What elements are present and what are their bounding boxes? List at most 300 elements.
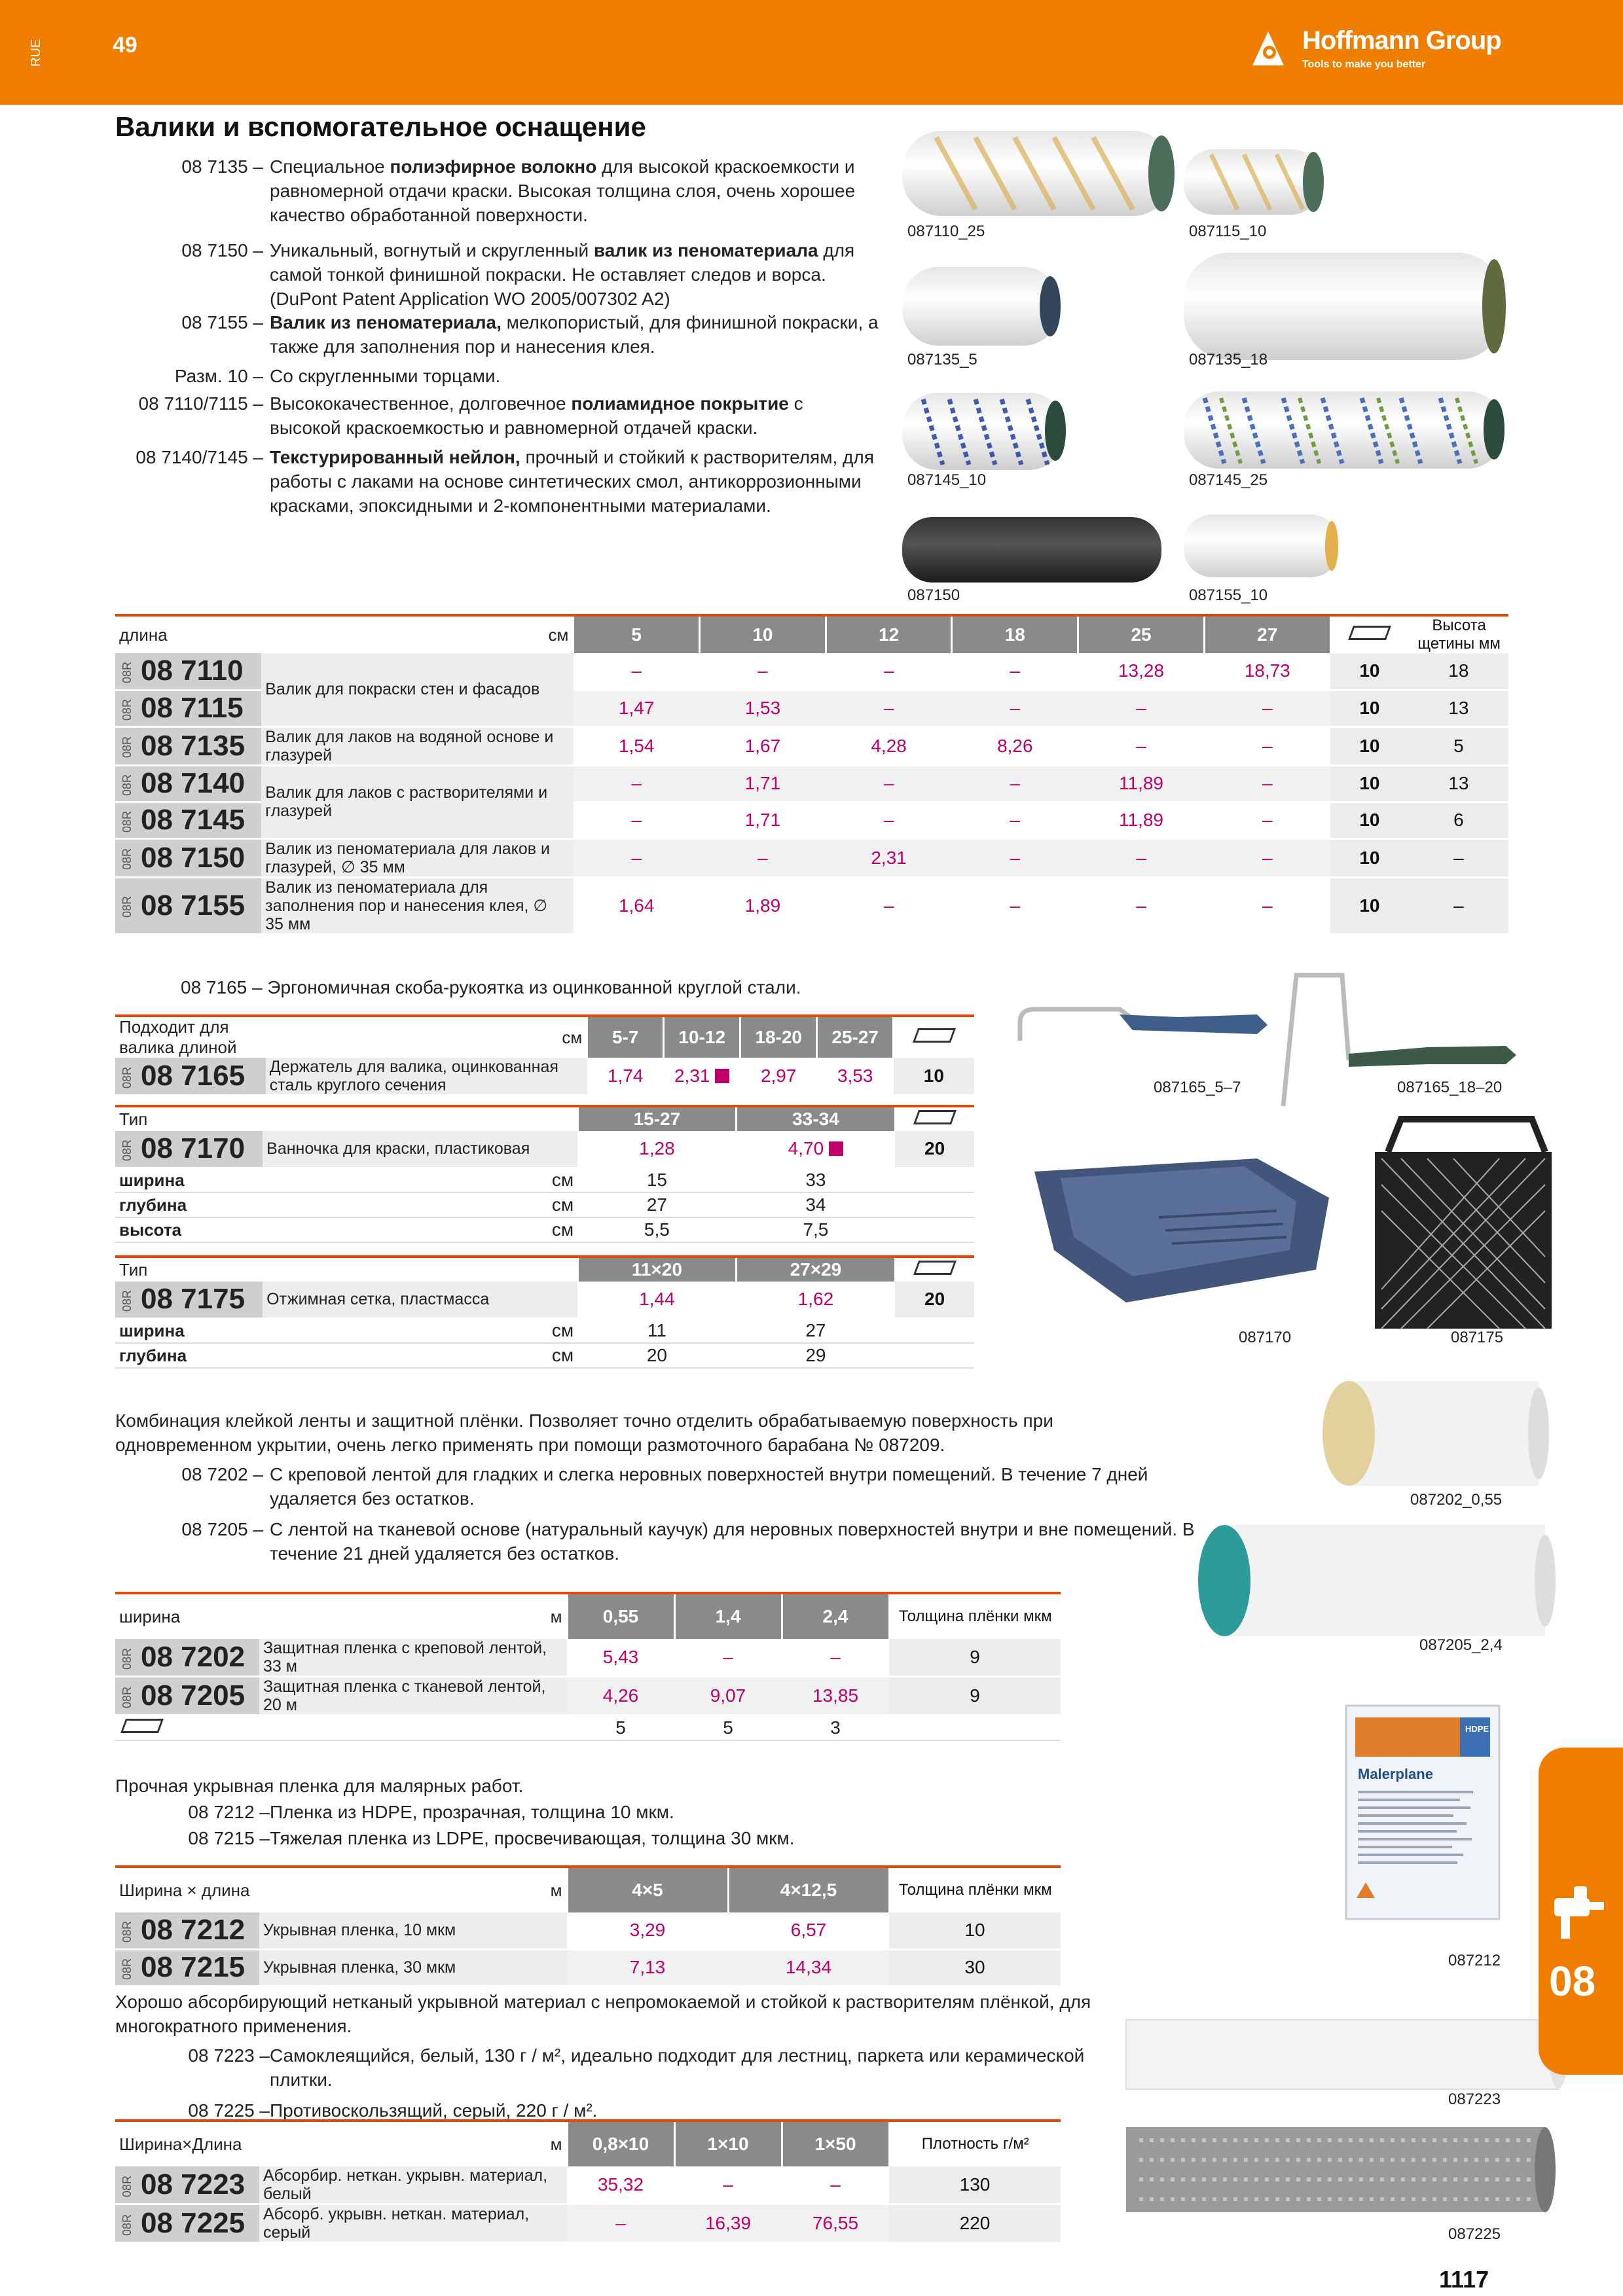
spec-label: глубина bbox=[115, 1193, 263, 1217]
col-header: длина bbox=[115, 615, 261, 653]
accessory-images bbox=[1008, 962, 1584, 1329]
bristle-height: – bbox=[1409, 838, 1508, 877]
item-text: Противоскользящий, серый, 220 г / м². bbox=[270, 2100, 598, 2121]
roller-table bbox=[115, 614, 1508, 935]
roller-087145-25 bbox=[1184, 391, 1504, 469]
price: – bbox=[782, 2166, 889, 2204]
caption: 087145_10 bbox=[907, 471, 987, 489]
col-thickness: Толщина плёнки мкм bbox=[889, 1593, 1061, 1639]
pack-qty: 20 bbox=[895, 1131, 974, 1168]
price: – bbox=[1204, 765, 1330, 802]
price: 2,31 bbox=[826, 838, 952, 877]
price: – bbox=[574, 653, 700, 690]
pack-icon bbox=[894, 1016, 974, 1058]
spec-value: 7,5 bbox=[737, 1217, 896, 1242]
pack-icon bbox=[895, 1257, 974, 1282]
col-width: 0,55 bbox=[567, 1593, 674, 1639]
spec-value: 11 bbox=[577, 1318, 737, 1343]
price: – bbox=[700, 838, 826, 877]
cover-film-list bbox=[0, 1800, 917, 1852]
intro-key: Разм. 10 – bbox=[174, 366, 263, 386]
spec-row bbox=[115, 1168, 974, 1193]
col-size: 27 bbox=[1204, 615, 1330, 653]
spec-blank bbox=[895, 1318, 974, 1343]
intro-list bbox=[0, 154, 890, 547]
price: 1,71 bbox=[700, 802, 826, 838]
absorbent-table bbox=[115, 2119, 1061, 2244]
article-desc: Укрывная пленка, 10 мкм bbox=[259, 1912, 567, 1949]
density: 130 bbox=[889, 2166, 1061, 2204]
price: 18,73 bbox=[1204, 653, 1330, 690]
col-size: 12 bbox=[826, 615, 952, 653]
spec-value: 20 bbox=[577, 1343, 737, 1368]
paint-tray bbox=[1034, 1158, 1329, 1302]
price: – bbox=[952, 877, 1078, 934]
price: – bbox=[952, 765, 1078, 802]
bristle-height: 6 bbox=[1409, 802, 1508, 838]
item-key: 08 7223 – bbox=[188, 2045, 270, 2066]
price: 8,26 bbox=[952, 726, 1078, 765]
col-size: 25 bbox=[1078, 615, 1205, 653]
price: 1,64 bbox=[574, 877, 700, 934]
price: 11,89 bbox=[1078, 765, 1205, 802]
spec-value: 29 bbox=[737, 1343, 896, 1368]
table-row bbox=[115, 2166, 1061, 2204]
hoffmann-logo-icon bbox=[1250, 29, 1293, 68]
bristle-height: 18 bbox=[1409, 653, 1508, 690]
grid-table bbox=[115, 1255, 974, 1369]
pack-qty: 5 bbox=[567, 1715, 674, 1740]
col-unit: м bbox=[259, 1593, 567, 1639]
col-size: 18-20 bbox=[740, 1016, 817, 1058]
col-thickness: Толщина плёнки мкм bbox=[889, 1867, 1061, 1912]
thickness: 30 bbox=[889, 1949, 1061, 1986]
article-code[interactable]: 08R 08 7212 bbox=[115, 1912, 259, 1949]
price: – bbox=[674, 2166, 782, 2204]
col-type: 11×20 bbox=[577, 1257, 737, 1282]
col-size: 5-7 bbox=[587, 1016, 664, 1058]
price: – bbox=[1078, 690, 1205, 726]
spec-value: 27 bbox=[577, 1193, 737, 1217]
price: 11,89 bbox=[1078, 802, 1205, 838]
spec-row bbox=[115, 1217, 974, 1242]
item-text: Самоклеящийся, белый, 130 г / м², идеально подходит для лестниц, паркета или керамической плитки. bbox=[270, 2045, 1085, 2090]
film-roll-087205 bbox=[1198, 1525, 1556, 1636]
caption: 087175 bbox=[1451, 1329, 1504, 1346]
article-code[interactable]: 08R 08 7110 bbox=[115, 653, 261, 690]
masking-intro: Комбинация клейкой ленты и защитной плёнки. Позволяет точно отделить обрабатываемую поверхность при одновременном укрытии, очень легко применять при помощи размоточного барабана № 087209. bbox=[115, 1410, 1053, 1455]
col-width: 1,4 bbox=[674, 1593, 782, 1639]
pack-qty: 10 bbox=[894, 1058, 974, 1096]
caption: 087115_10 bbox=[1189, 223, 1267, 240]
absorbent-roll-images bbox=[1113, 2016, 1571, 2219]
spec-value: 33 bbox=[737, 1168, 896, 1193]
price: 4,70 bbox=[737, 1131, 896, 1168]
intro-key: 08 7150 – bbox=[181, 240, 263, 260]
price: – bbox=[952, 690, 1078, 726]
article-code[interactable]: 08R 08 7145 bbox=[115, 802, 261, 838]
density: 220 bbox=[889, 2204, 1061, 2243]
price: – bbox=[782, 1639, 889, 1677]
spec-unit: см bbox=[263, 1343, 577, 1368]
language-code: RUE bbox=[29, 39, 43, 67]
price: – bbox=[567, 2204, 674, 2243]
col-size: 4×12,5 bbox=[728, 1867, 889, 1912]
price: – bbox=[700, 653, 826, 690]
holder-table bbox=[115, 1014, 974, 1096]
page-number-right: 1117 bbox=[1439, 2266, 1489, 2293]
price: 2,31 bbox=[664, 1058, 740, 1096]
price: 35,32 bbox=[567, 2166, 674, 2204]
spec-unit: см bbox=[263, 1193, 577, 1217]
price: 1,62 bbox=[737, 1282, 896, 1318]
table-row bbox=[115, 1131, 974, 1168]
price: – bbox=[826, 690, 952, 726]
item-text: С креповой лентой для гладких и слегка неровных поверхностей внутри помещений. В течение 7 дней удаляется без остатков. bbox=[270, 1464, 1148, 1509]
caption: 087223 bbox=[1448, 2090, 1501, 2108]
roller-087135-5 bbox=[902, 267, 1061, 346]
price: 1,89 bbox=[700, 877, 826, 934]
brand-logo bbox=[1250, 26, 1564, 79]
article-code[interactable]: 08R 08 7215 bbox=[115, 1949, 259, 1986]
price: 3,29 bbox=[567, 1912, 728, 1949]
price: 1,28 bbox=[577, 1131, 737, 1168]
price: – bbox=[574, 765, 700, 802]
price: 16,39 bbox=[674, 2204, 782, 2243]
price: – bbox=[1204, 802, 1330, 838]
page-title: Валики и вспомогательное оснащение bbox=[115, 111, 646, 142]
caption: 087202_0,55 bbox=[1410, 1491, 1503, 1509]
article-desc: Валик для покраски стен и фасадов bbox=[261, 653, 574, 726]
thickness: 9 bbox=[889, 1677, 1061, 1715]
spec-value: 5,5 bbox=[577, 1217, 737, 1242]
col-header: Подходит для валика длиной bbox=[115, 1016, 266, 1058]
caption: 087205_2,4 bbox=[1419, 1636, 1503, 1654]
spec-blank bbox=[895, 1217, 974, 1242]
col-unit: м bbox=[259, 1867, 567, 1912]
pack-qty: 10 bbox=[1330, 726, 1409, 765]
brand-tagline: Tools to make you better bbox=[1302, 59, 1426, 70]
item-text: Пленка из HDPE, прозрачная, толщина 10 мкм. bbox=[270, 1802, 674, 1822]
price: – bbox=[1204, 838, 1330, 877]
intro-text: Уникальный, вогнутый и скругленный валик из пеноматериала для самой тонкой финишной покраски. Не оставляет следов и ворса. (DuPont Patent Application WO 2005/007302 A2) bbox=[270, 240, 855, 309]
roller-087150 bbox=[902, 517, 1161, 583]
item-key: 08 7202 – bbox=[181, 1464, 263, 1484]
col-type: 33-34 bbox=[737, 1106, 896, 1131]
col-header: ширина bbox=[115, 1593, 259, 1639]
caption: 087135_5 bbox=[907, 351, 977, 368]
spec-blank bbox=[259, 1715, 567, 1740]
price: – bbox=[674, 1639, 782, 1677]
roller-holder-small bbox=[1020, 1009, 1267, 1041]
pack-qty: 10 bbox=[1330, 877, 1409, 934]
spec-row bbox=[115, 1343, 974, 1368]
col-size: 10-12 bbox=[664, 1016, 740, 1058]
item-key: 08 7225 – bbox=[188, 2100, 270, 2121]
price: 7,13 bbox=[567, 1949, 728, 1986]
price: 6,57 bbox=[728, 1912, 889, 1949]
col-unit: см bbox=[266, 1016, 587, 1058]
pack-qty: 10 bbox=[1330, 838, 1409, 877]
spec-unit: см bbox=[263, 1318, 577, 1343]
spec-label: ширина bbox=[115, 1318, 263, 1343]
col-size: 4×5 bbox=[567, 1867, 728, 1912]
price: – bbox=[574, 802, 700, 838]
price: – bbox=[826, 653, 952, 690]
table-row bbox=[115, 765, 1508, 802]
spec-blank bbox=[889, 1715, 1061, 1740]
price: – bbox=[1204, 877, 1330, 934]
col-size: 1×10 bbox=[674, 2121, 782, 2166]
price: 1,74 bbox=[587, 1058, 664, 1096]
col-header: Тип bbox=[115, 1257, 263, 1282]
package-title: Malerplane bbox=[1358, 1766, 1433, 1782]
article-desc: Абсорб. укрывн. неткан. материал, серый bbox=[259, 2204, 567, 2243]
article-desc: Защитная пленка с креповой лентой, 33 м bbox=[259, 1639, 567, 1677]
spec-unit: см bbox=[263, 1168, 577, 1193]
col-type: 27×29 bbox=[737, 1257, 896, 1282]
article-desc: Валик для лаков на водяной основе и глазурей bbox=[261, 726, 574, 765]
bristle-height: 5 bbox=[1409, 726, 1508, 765]
spec-blank bbox=[895, 1343, 974, 1368]
item-key: 08 7212 – bbox=[188, 1802, 270, 1822]
article-code[interactable]: 08R 08 7165 bbox=[115, 1058, 266, 1096]
price: – bbox=[826, 877, 952, 934]
cover-film-intro: Прочная укрывная пленка для малярных работ. bbox=[115, 1776, 524, 1796]
price: 14,34 bbox=[728, 1949, 889, 1986]
item-key: 08 7215 – bbox=[188, 1828, 270, 1848]
intro-text: Специальное полиэфирное волокно для высокой краскоемкости и равномерной отдачи краски. Высокая толщина слоя, очень хорошее качество обработанной поверхности. bbox=[270, 156, 856, 225]
price: – bbox=[1078, 838, 1205, 877]
article-desc: Абсорбир. неткан. укрывн. материал, белый bbox=[259, 2166, 567, 2204]
roller-087145-10 bbox=[902, 393, 1066, 470]
intro-text: Валик из пеноматериала, мелкопористый, для финишной покраски, а также для заполнения пор и нанесения клея. bbox=[270, 312, 879, 357]
article-code[interactable]: 08R 08 7140 bbox=[115, 765, 261, 802]
col-header: Ширина × длина bbox=[115, 1867, 259, 1912]
cover-film-package bbox=[1342, 1702, 1506, 1924]
caption: 087155_10 bbox=[1189, 586, 1268, 604]
pack-row bbox=[115, 1715, 1061, 1740]
pack-icon bbox=[1330, 615, 1409, 653]
caption: 087165_5–7 bbox=[1154, 1079, 1241, 1096]
roller-087115-10 bbox=[1184, 149, 1324, 215]
caption: 087165_18–20 bbox=[1397, 1079, 1503, 1096]
pack-qty: 10 bbox=[1330, 653, 1409, 690]
thickness: 9 bbox=[889, 1639, 1061, 1677]
article-desc: Укрывная пленка, 30 мкм bbox=[259, 1949, 567, 1986]
article-code[interactable]: 08R 08 7135 bbox=[115, 726, 261, 765]
brand-name: Hoffmann Group bbox=[1302, 26, 1501, 55]
table-row bbox=[115, 653, 1508, 690]
absorbent-roll-087225 bbox=[1126, 2127, 1556, 2212]
intro-text: Высококачественное, долговечное полиамидное покрытие с высокой краскоемкостью и равномерной отдачей краски. bbox=[270, 393, 803, 438]
pack-icon bbox=[895, 1106, 974, 1131]
col-header: Тип bbox=[115, 1106, 263, 1131]
spec-row bbox=[115, 1318, 974, 1343]
bristle-height: 13 bbox=[1409, 765, 1508, 802]
pack-icon bbox=[115, 1715, 259, 1740]
price: 2,97 bbox=[740, 1058, 817, 1096]
price: 76,55 bbox=[782, 2204, 889, 2243]
article-code[interactable]: 08R 08 7150 bbox=[115, 838, 261, 877]
caption: 087225 bbox=[1448, 2225, 1501, 2243]
film-roll-087202 bbox=[1322, 1381, 1549, 1486]
price: – bbox=[826, 802, 952, 838]
col-size: 0,8×10 bbox=[567, 2121, 674, 2166]
caption: 087150 bbox=[907, 586, 960, 604]
spec-value: 15 bbox=[577, 1168, 737, 1193]
pack-qty: 10 bbox=[1330, 765, 1409, 802]
price: – bbox=[952, 802, 1078, 838]
spec-row bbox=[115, 1193, 974, 1217]
spec-value: 27 bbox=[737, 1318, 896, 1343]
article-desc: Валик для лаков с растворителями и глазурей bbox=[261, 765, 574, 838]
pack-qty: 20 bbox=[895, 1282, 974, 1318]
col-size: 5 bbox=[574, 615, 700, 653]
price: 13,28 bbox=[1078, 653, 1205, 690]
pack-qty: 3 bbox=[782, 1715, 889, 1740]
col-size: 25-27 bbox=[817, 1016, 894, 1058]
price: 1,53 bbox=[700, 690, 826, 726]
price: 5,43 bbox=[567, 1639, 674, 1677]
intro-key: 08 7140/7145 – bbox=[136, 447, 263, 467]
caption: 087135_18 bbox=[1189, 351, 1268, 368]
package-brand: HDPE bbox=[1465, 1724, 1489, 1734]
price: 1,54 bbox=[574, 726, 700, 765]
col-type: 15-27 bbox=[577, 1106, 737, 1131]
table-row bbox=[115, 2204, 1061, 2243]
table-row bbox=[115, 838, 1508, 877]
price: 1,71 bbox=[700, 765, 826, 802]
text-7165: 08 7165 – Эргономичная скоба-рукоятка из оцинкованной круглой стали. bbox=[181, 977, 801, 997]
article-code[interactable]: 08R 08 7155 bbox=[115, 877, 261, 934]
pack-qty: 5 bbox=[674, 1715, 782, 1740]
spec-unit: см bbox=[263, 1217, 577, 1242]
col-bristle-height: Высота щетины мм bbox=[1409, 615, 1508, 653]
col-density: Плотность г/м² bbox=[889, 2121, 1061, 2166]
table-row bbox=[115, 1949, 1061, 1986]
price: 3,53 bbox=[817, 1058, 894, 1096]
absorbent-roll-087223 bbox=[1126, 2020, 1567, 2089]
intro-key: 08 7155 – bbox=[181, 312, 263, 332]
price: 13,85 bbox=[782, 1677, 889, 1715]
price: – bbox=[826, 765, 952, 802]
col-header: Ширина×Длина bbox=[115, 2121, 259, 2166]
col-spacer bbox=[263, 1106, 577, 1131]
price: – bbox=[1078, 726, 1205, 765]
price: – bbox=[1204, 726, 1330, 765]
caption: 087170 bbox=[1239, 1329, 1292, 1346]
article-code[interactable]: 08R 08 7170 bbox=[115, 1131, 263, 1168]
bristle-height: 13 bbox=[1409, 690, 1508, 726]
item-key: 08 7205 – bbox=[181, 1519, 263, 1539]
price: – bbox=[574, 838, 700, 877]
col-unit: см bbox=[261, 615, 574, 653]
pack-qty: 10 bbox=[1330, 802, 1409, 838]
col-size: 1×50 bbox=[782, 2121, 889, 2166]
tray-table bbox=[115, 1105, 974, 1243]
caption: 087145_25 bbox=[1189, 471, 1268, 489]
spec-label: ширина bbox=[115, 1168, 263, 1193]
intro-text: Со скругленными торцами. bbox=[270, 366, 501, 386]
intro-key: 08 7135 – bbox=[181, 156, 263, 177]
pack-qty: 10 bbox=[1330, 690, 1409, 726]
col-size: 18 bbox=[952, 615, 1078, 653]
spec-value: 34 bbox=[737, 1193, 896, 1217]
article-code[interactable]: 08R 08 7115 bbox=[115, 690, 261, 726]
table-row bbox=[115, 1282, 974, 1318]
price: – bbox=[1078, 877, 1205, 934]
article-desc: Ванночка для краски, пластиковая bbox=[263, 1131, 577, 1168]
price: – bbox=[952, 653, 1078, 690]
col-spacer bbox=[263, 1257, 577, 1282]
price: 1,44 bbox=[577, 1282, 737, 1318]
page-number-left: 49 bbox=[113, 33, 137, 58]
masking-list bbox=[0, 1462, 1218, 1567]
spec-label: высота bbox=[115, 1217, 263, 1242]
caption: 087212 bbox=[1448, 1952, 1501, 1969]
roller-087110-25 bbox=[902, 131, 1175, 216]
col-unit: м bbox=[259, 2121, 567, 2166]
article-code[interactable]: 08R 08 7175 bbox=[115, 1282, 263, 1318]
thickness: 10 bbox=[889, 1912, 1061, 1949]
absorbent-intro: Хорошо абсорбирующий нетканый укрывной материал с непромокаемой и стойкой к растворителям плёнкой, для многократного применения. bbox=[115, 1992, 1091, 2036]
absorbent-list bbox=[0, 2043, 1126, 2128]
article-code[interactable]: 08R 08 7202 bbox=[115, 1639, 259, 1677]
article-code[interactable]: 08R 08 7225 bbox=[115, 2204, 259, 2243]
price: 9,07 bbox=[674, 1677, 782, 1715]
price: 4,28 bbox=[826, 726, 952, 765]
col-size: 10 bbox=[700, 615, 826, 653]
price: – bbox=[952, 838, 1078, 877]
article-code[interactable]: 08R 08 7223 bbox=[115, 2166, 259, 2204]
item-text: С лентой на тканевой основе (натуральный каучук) для неровных поверхностей внутри и вне помещений. В течение 21 дней удаляется без остатков. bbox=[270, 1519, 1195, 1564]
table-row bbox=[115, 877, 1508, 934]
article-desc: Держатель для валика, оцинкованная сталь круглого сечения bbox=[266, 1058, 587, 1096]
article-desc: Валик из пеноматериала для заполнения пор и нанесения клея, ∅ 35 мм bbox=[261, 877, 574, 934]
roller-087135-18 bbox=[1184, 253, 1506, 360]
spray-gun-icon bbox=[1552, 1885, 1611, 1944]
intro-text: Текстурированный нейлон, прочный и стойкий к растворителям, для работы с лаками на основе синтетических смол, антикоррозионными красками, эпоксидными и 2-компонентными материалами. bbox=[270, 447, 874, 516]
article-desc: Защитная пленка с тканевой лентой, 20 м bbox=[259, 1677, 567, 1715]
table-row bbox=[115, 1677, 1061, 1715]
masking-film-table bbox=[115, 1592, 1061, 1741]
article-desc: Отжимная сетка, пластмасса bbox=[263, 1282, 577, 1318]
intro-key: 08 7110/7115 – bbox=[138, 393, 263, 414]
article-code[interactable]: 08R 08 7205 bbox=[115, 1677, 259, 1715]
item-text: Тяжелая пленка из LDPE, просвечивающая, толщина 30 мкм. bbox=[270, 1828, 795, 1848]
table-row bbox=[115, 1058, 974, 1096]
spec-blank bbox=[895, 1168, 974, 1193]
chapter-number: 08 bbox=[1549, 1958, 1596, 2005]
paint-grid bbox=[1375, 1119, 1552, 1329]
price: 1,67 bbox=[700, 726, 826, 765]
article-desc: Валик из пеноматериала для лаков и глазурей, ∅ 35 мм bbox=[261, 838, 574, 877]
spec-label: глубина bbox=[115, 1343, 263, 1368]
table-row bbox=[115, 726, 1508, 765]
roller-087155-10 bbox=[1184, 514, 1340, 577]
spec-blank bbox=[895, 1193, 974, 1217]
price: 1,47 bbox=[574, 690, 700, 726]
table-row bbox=[115, 1639, 1061, 1677]
bristle-height: – bbox=[1409, 877, 1508, 934]
col-width: 2,4 bbox=[782, 1593, 889, 1639]
table-row bbox=[115, 1912, 1061, 1949]
masking-film-images bbox=[1192, 1374, 1558, 1649]
chapter-tab[interactable] bbox=[1539, 1748, 1623, 2075]
caption: 087110_25 bbox=[907, 223, 985, 240]
price: – bbox=[1204, 690, 1330, 726]
